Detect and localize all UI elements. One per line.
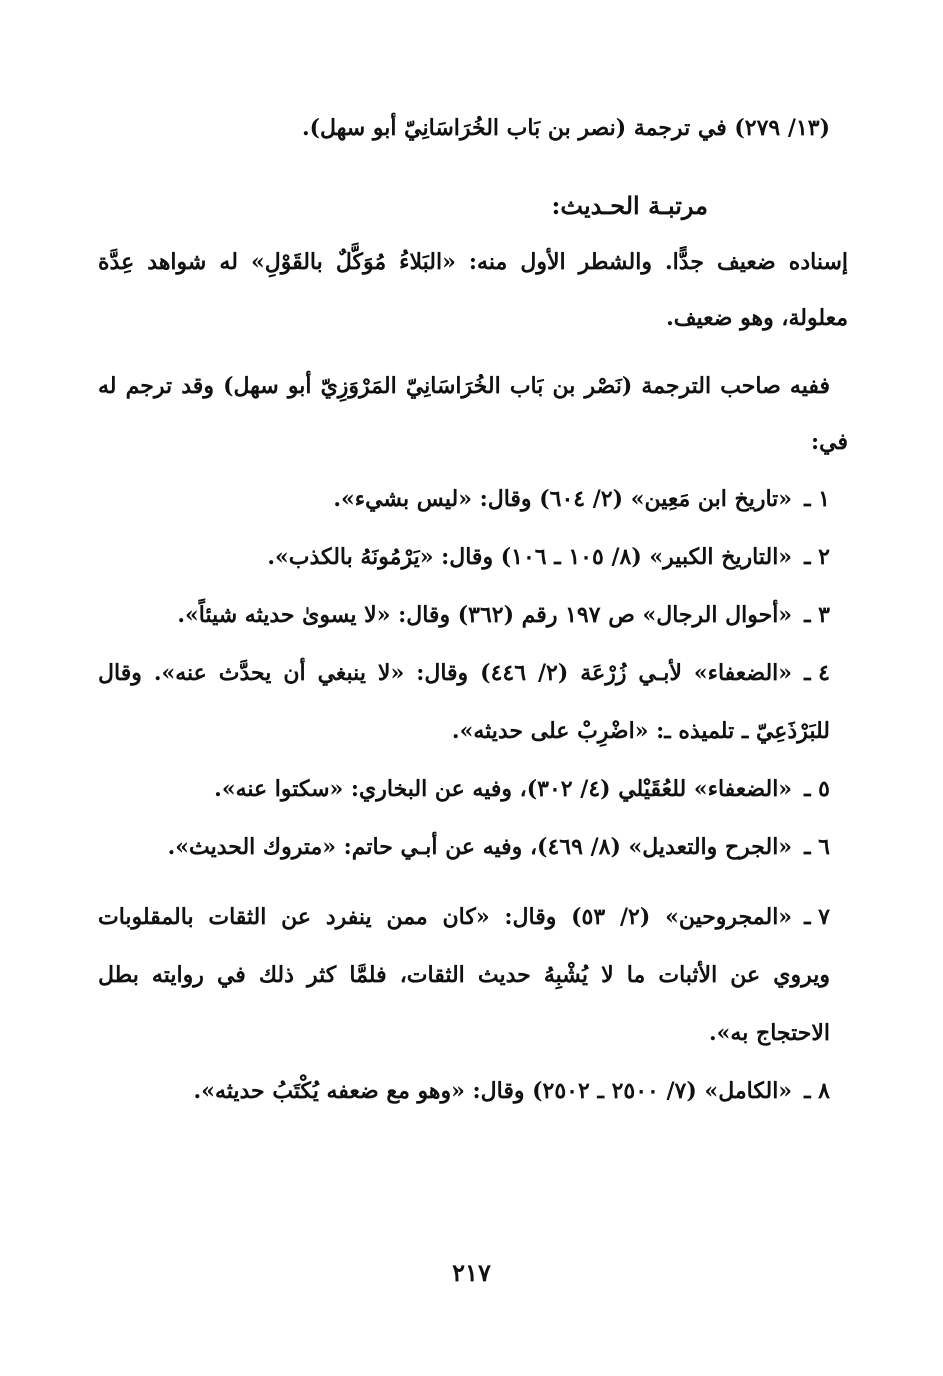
- section-heading: مرتبـة الحـديث:: [551, 191, 708, 220]
- list-item: ٨ ـ«الكامل» (٧/ ٢٥٠٠ ـ ٢٥٠٢) وقال: «وهو مع ضعفه يُكْتَبُ حديثه».: [193, 1078, 830, 1104]
- list-item: ٢ ـ«التاريخ الكبير» (٨/ ١٠٥ ـ ١٠٦) وقال: «يَرْمُونَهُ بالكذب».: [267, 544, 830, 570]
- grade-paragraph: إسناده ضعيف جدًّا. والشطر الأول منه: «البَلاءُ مُوَكَّلٌ بالقَوْلِ» له شواهد عِدَّة معلولة، وهو ضعيف.: [98, 249, 849, 331]
- list-item: ٤ ـ«الضعفاء» لأبـي زُرْعَة (٢/ ٤٤٦) وقال: «لا ينبغي أن يحدَّث عنه». وقال للبَرْذَعِيّ ـ تلميذه ـ: «اضْرِبْ على حديثه».: [98, 660, 830, 744]
- list-item: ٥ ـ«الضعفاء» للعُقَيْلي (٤/ ٣٠٢)، وفيه عن البخاري: «سكتوا عنه».: [214, 776, 830, 802]
- page-number: ٢١٧: [452, 1258, 491, 1287]
- top-line: (١٣/ ٢٧٩) في ترجمة (نصر بن بَاب الخُرَاسَانِيّ أبو سهل).: [301, 115, 830, 141]
- intro-paragraph: ففيه صاحب الترجمة (نَصْر بن بَاب الخُرَاسَانِيّ المَرْوَزِيّ أبو سهل) وقد ترجم له في:: [98, 373, 848, 455]
- page-body: [98, 100, 848, 1120]
- paragraph-gap: [98, 346, 848, 358]
- list-item: ٦ ـ«الجرح والتعديل» (٨/ ٤٦٩)، وفيه عن أبـي حاتم: «متروك الحديث».: [167, 834, 830, 860]
- list-item: ٧ ـ«المجروحين» (٢/ ٥٣) وقال: «كان ممن ينفرد عن الثقات بالمقلوبات ويروي عن الأثبات ما لا يُشْبِهُ حديث الثقات، فلمَّا كثر ذلك في روايته بطل الاحتجاج به».: [98, 904, 830, 1046]
- list-item: ٣ ـ«أحوال الرجال» ص ١٩٧ رقم (٣٦٢) وقال: «لا يسوىٰ حديثه شيئاً».: [177, 602, 830, 628]
- list-item: ١ ـ«تاريخ ابن مَعِين» (٢/ ٦٠٤) وقال: «ليس بشيء».: [333, 486, 830, 512]
- paragraph-gap: [98, 876, 848, 888]
